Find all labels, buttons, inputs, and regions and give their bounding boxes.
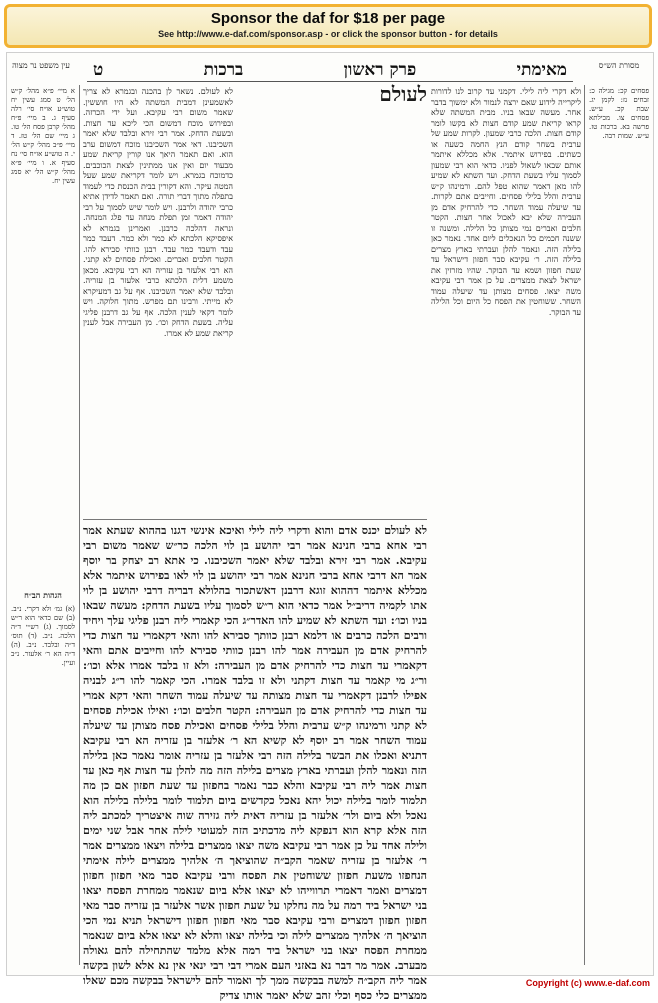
ein-mishpat-text: א מיי׳ פ״א מהל׳ ק״ש הל׳ ט סמג עשין יח טוש״ע או״ח סי׳ רלה סעיף ג. ב מיי׳ פ״ח מהל׳ קרבן פסח הל׳ טו. ג מיי׳ שם הל׳ טז. ד מיי׳ פ״ב מהל׳ ק״ש הל׳ י. ה טוש״ע או״ח סי׳ נח סעיף א. ו מיי׳ פ״א מהל׳ ק״ש הל׳ יא סמג עשין יח.	[11, 87, 75, 185]
sponsor-title[interactable]: Sponsor the daf for $18 per page	[210, 10, 446, 27]
hagahot-habach-text: (א) גמ׳ ולא דקרי. נ״ב. (ב) שם כדאי הוא ר״ש לסמוך. (ג) רש״י ד״ה הלכה. נ״ב. (ד) תוס׳ ד״ה ובלבד. נ״ב. (ה) ד״ה הא ר׳ אלעזר. נ״ב ועיין.	[11, 605, 75, 667]
header-tractate: ברכות	[203, 60, 244, 80]
masoret-hashas-column	[589, 87, 649, 957]
gemara-text: לא לעולם יכנס אדם והוא ודקרי ליה לילי ואיכא אינשי דגנו בההוא שעתא אמר רבי אחא ברבי חנינא אמר רבי יהושע בן לוי הלכה כר״ש שאמר משום רבי עקיבא. אמר רבי זירא ובלבד שלא יאמר השכיבנו. כי אתא רב יצחק בר יוסף אמר הא דרבי אחא ברבי חנינא אמר רבי יהושע בן לוי לאו בפירוש איתמר אלא מכללא איתמר דההוא זוגא דרבנן דאשתכור בהלולא דבריה דרבי יהושע בן לוי אתו לקמיה דריב״ל אמר כדאי הוא ר״ש לסמוך עליו בשעת הדחק: מעשה שבאו בניו וכו׳: ועד השתא לא שמיע להו האדר״ג הכי קאמרי ליה רבנן פליגי עלך ויחיד ורבים הלכה כרבים או דלמא רבנן כוותך סבירא להו והאי דקאמרי עד חצות כדי להרחיק אדם מן העבירה אמר להו רבנן כוותי סבירא להו וחייבים אתם והאי דקאמרי עד חצות כדי להרחיק אדם מן העבירה: ולא זו בלבד אמרו אלא וכו׳: ור״ג מי קאמר עד חצות דקתני ולא זו בלבד אמרו. הכי קאמר להו ר״ג לבניה אפילו לרבנן דקאמרי עד חצות מצותה עד שיעלה עמוד השחר והאי דקא אמרי עד חצות כדי להרחיק אדם מן העבירה: הקטר חלבים וכו׳: ואילו אכילת פסחים לא קתני ורמינהו ק״ש ערבית והלל בלילי פסחים ואכילת פסח מצותן עד שיעלה עמוד השחר אמר רב יוסף לא קשיא הא ר׳ אלעזר בן עזריה הא רבי עקיבא דתניא ואכלו את הבשר בלילה הזה רבי אלעזר בן עזריה אומר נאמר כאן בלילה הזה ונאמר להלן ועברתי בארץ מצרים בלילה הזה מה להלן עד חצות אף כאן עד חצות אמר ליה רבי עקיבא והלא כבר נאמר בחפזון עד שעת חפזון אם כן מה תלמוד לומר בלילה יכול יהא נאכל כקדשים ביום תלמוד לומר בלילה בלילה הוא נאכל ולא ביום ולר׳ אלעזר בן עזריה דאית ליה גזירה שוה איצטריך למכתב ליה הזה אלא קרא הוא דנפקא ליה מדכתיב הזה למעוטי לילה אחר אבל שני ימים ולילה אחד על כן אמר רבי עקיבא משה יצאו ממצרים בלילה ויצאו ממצרים אמר ר׳ אלעזר בן עזריה שאמר הקב״ה שהוציאך ה׳ אלהיך ממצרים לילה אימתי הנחפזו משעת חפזון ששוחטין את הפסח ורבי עקיבא סבר מאי חפזון חפזון דמצרים ואמר דאמרי תרווייהו לא יצאו אלא ביום שנאמר ממחרת הפסח יצאו בני ישראל ביד רמה על מה נחלקו על שעת חפזון אשר אלעזר בן עזריה סבר מאי חפזון חפזון דמצרים ורבי עקיבא סבר מאי חפזון חפזון דישראל תניא נמי הכי הוציאך ה׳ אלהיך ממצרים לילה וכי בלילה יצאו והלא לא יצאו אלא ביום שנאמר ממחרת הפסח יצאו בני ישראל ביד רמה אלא מלמד שהתחילה להם גאולה מבערב. אמר מר דבר נא באזני העם אמרי דבי רבי ינאי אין נא אלא לשון בקשה אמר ליה הקב״ה למשה בבקשה ממך לך ואמור להם לישראל בבקשה מכם שאלו ממצרים כלי כסף וכלי זהב שלא יאמר אותו צדיק	[83, 524, 427, 1002]
header-chapter-name: מאימתי	[516, 60, 567, 80]
right-margin-divider	[584, 85, 585, 965]
hagahot-habach-column	[11, 605, 75, 955]
gemara-divider	[83, 519, 427, 520]
hagahot-habach-label: הגהות הב״ח	[24, 590, 62, 600]
left-margin-divider	[79, 85, 80, 965]
tosafot-commentary-column	[83, 87, 233, 547]
masoret-hashas-label: מסורת הש״ס	[598, 61, 640, 70]
tosafot-commentary-text: לא לעולם. נשאר לן בהכנה ובגמרא לא צריך לאשמעינן דמבית המשתה לא היו חוששין. שאמר משום רבי עקיבא. ועל ידי הכרזה. ובפירוש מוכח דמשום הכי ליכא עד חצות. ובשעת הדחק. אמר רבי זירא ובלבד שלא יאמר השכיבנו. דאי אמר השכיבנו מוכח דמשום ערב הוא. ואם תאמר היאך אנו קורין קריאת שמע מבעוד יום ואין אנו ממתינין לצאת הכוכבים. כדמוכח בגמרא. ויש לומר דקריאת שמע שעל המטה עיקר. והא דקורין בבית הכנסת כדי לעמוד בתפלה מתוך דברי תורה. ואם תאמר לדידן אתיא כרבי יהודה ולרבנן. ויש לומר שיש לסמוך על רבי יהודה דאמר זמן תפלת מנחה עד פלג המנחה. ונראה דהלכה כרבנן. ואמרינן בגמרא לא איפסיקא הלכתא לא כמר ולא כמר. דעבד כמר עבד ודעבד כמר עבד. רבנן כוותי סבירא להו. הקטר חלבים ואברים. ואכילת פסחים לא קתני. הא רבי אלעזר בן עזריה הא רבי עקיבא. מכאן משמע דלית הלכתא כרבי אלעזר בן עזריה. ובלבד שלא יאמר השכיבנו. אף על גב דמעיקרא לא מייתי. ורבינו תם מפרש. מתוך חלוקה. ויש לומר דקאי לענין הלכה. אף על גב דרבנן פליגי עליה. בשעת הדחק וכו׳. מן העבירה אבל לענין קריאת שמע לא אמרו.	[83, 87, 233, 338]
ein-mishpat-column	[11, 87, 75, 587]
sponsor-subtitle[interactable]: See http://www.e-daf.com/sponsor.asp - or click the sponsor button - for details	[158, 29, 498, 39]
page-header	[87, 59, 573, 82]
sponsor-banner[interactable]	[4, 4, 652, 48]
gemara-opening-word: לעולם	[379, 82, 427, 106]
header-perek: פרק ראשון	[343, 60, 417, 80]
gemara-main-text-upper	[237, 82, 427, 547]
rashi-commentary-column	[431, 87, 581, 965]
header-page-number: ט	[93, 60, 104, 80]
ein-mishpat-label: עין משפט נר מצוה	[12, 61, 70, 70]
gemara-main-text	[83, 523, 427, 1002]
copyright-notice[interactable]: Copyright (c) www.e-daf.com	[525, 978, 650, 988]
masoret-hashas-text: פסחים קכ: מגילה כ: זבחים נז: לקמן יג. שבת קכ. ע״ש. פסחים צו. מכילתא פרשה בא. ברכות טז. ע״ש. שמות רבה.	[589, 87, 649, 140]
rashi-commentary-text: ולא דקרי ליה לילי. דקמני עד קרוב לנו לדורות ליקרייה לידוע שאם ירצה לנמור ולא ימשוך בדבר אחר. מעשה שבאו בניו. מבית המשתה שלא קראו קריאת שמע קודם חצות לא בקשו לומר קודם חצות. הלכה כרבי שמעון. לקרות שמע של ערבית בשחר קודם הנץ החמה כשעה או כשתים. בפירוש איתמר. אלא מכללא איתמר אותם שבאו לשאול לפניו. כדאי הוא רבי שמעון לסמוך עליו בשעת הדחק. ועד השתא לא שמיע להו מאן דאמר שהוא טפל להם. ורמינהו ק״ש ערבית והלל בלילי פסחים. וחייבים אתם לקרות. עד שיעלה עמוד השחר. כדי להרחיק אדם מן העבירה שלא יבא לאכול אחר חצות. הקטר חלבים ואברים נמי מצותן כל הלילה. ומשנה זו ששנה חכמים כל הנאכלים ליום אחד. נאמר כאן בלילה הזה. ונאמר להלן ועברתי בארץ מצרים בלילה הזה. ר׳ עקיבא סבר חפזון דישראל עד שעת חפזון ושמא עד הבוקר. שהיו מזרזין את ישראל לצאת ממצרים. על כן אמר רבי עקיבא משה יצאו. פסחים מצותן עד שיעלה עמוד השחר. ששוחטין את הפסח כל היום וכל הלילה עד הבוקר.	[431, 87, 581, 317]
